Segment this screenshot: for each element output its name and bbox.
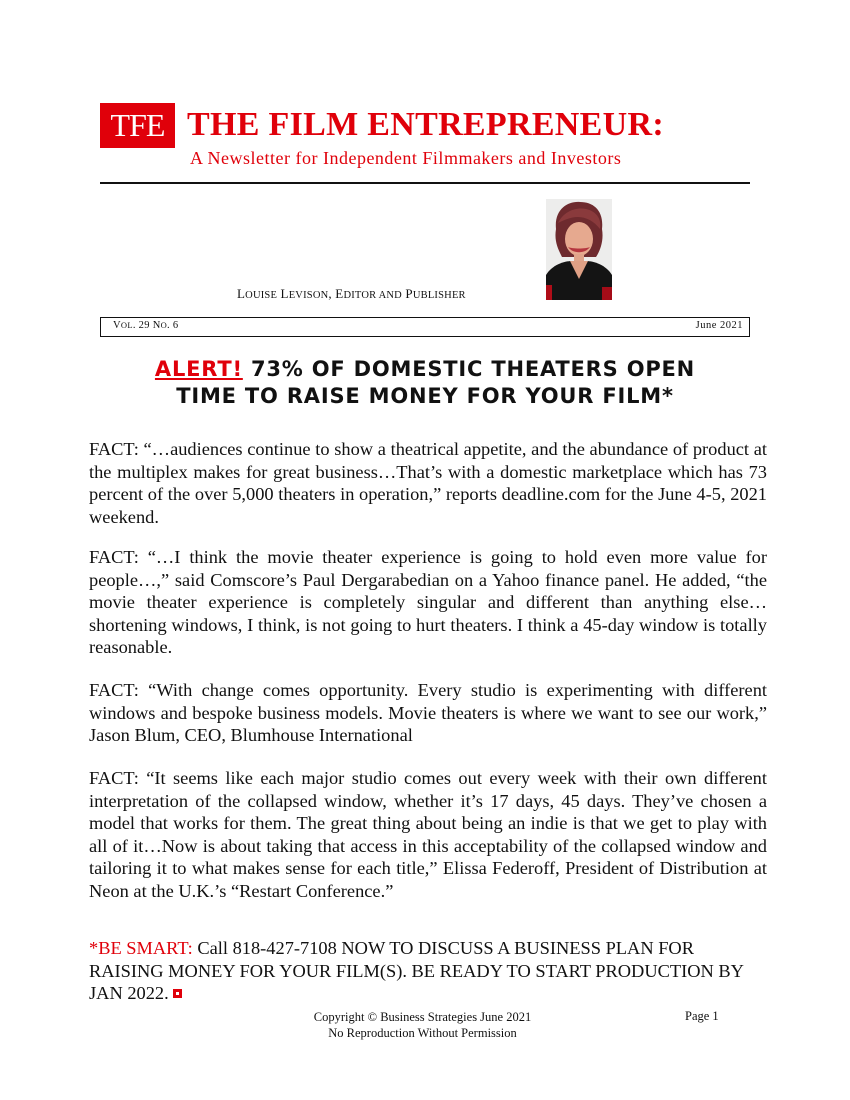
volume-number: VOL. 29 NO. 6 — [113, 320, 179, 331]
fact-paragraph-3: FACT: “With change comes opportunity. Every studio is experimenting with different windows and bespoke business models. Movie theaters is where we want to see our work,” Jason Blum, CEO, Blumhouse International — [89, 680, 767, 745]
alert-label: ALERT! — [154, 357, 243, 381]
copyright-notice: Copyright © Business Strategies June 2021 No Reproduction Without Permission — [313, 1010, 532, 1040]
end-mark-icon — [173, 989, 182, 998]
editor-credit: LOUISE LEVISON, EDITOR AND PUBLISHER — [237, 286, 466, 301]
be-smart-label: *BE SMART: — [89, 938, 193, 958]
issue-date: June 2021 — [695, 320, 743, 331]
fact-paragraph-1: FACT: “…audiences continue to show a theatrical appetite, and the abundance of product at the multiplex makes for great business…That’s with a domestic marketplace which has 73 percent of the over 5,000 theaters in operation,” reports deadline.com for the June 4-5, 2021 weekend. — [89, 439, 767, 527]
fact-paragraph-2: FACT: “…I think the movie theater experience is going to hold even more value for people…,” said Comscore’s Paul Dergarabedian on a Yahoo finance panel. He added, “the movie theater experience is completely singular and different than anything else…shortening windows, I think, is not going to hurt theaters. I think a 45-day window is totally reasonable. — [89, 547, 767, 657]
page-number: Page 1 — [685, 1009, 719, 1023]
headline: ALERT! 73% OF DOMESTIC THEATERS OPEN TIME TO RAISE MONEY FOR YOUR FILM* — [154, 357, 696, 408]
editor-photo — [546, 199, 612, 300]
fact-paragraph-4: FACT: “It seems like each major studio comes out every week with their own different interpretation of the collapsed window, whether it’s 17 days, 45 days. They’ve chosen a model that works for them. The great thing about being an indie is that we get to play with all of it…Now is about taking that access in this acceptability of the collapsed window and tailoring it to what makes sense for each title,” Elissa Federoff, President of Distribution at Neon at the U.K.’s “Restart Conference.” — [89, 768, 767, 901]
newsletter-title: THE FILM ENTREPRENEUR: — [187, 106, 664, 143]
call-to-action: *BE SMART: Call 818-427-7108 NOW TO DISCUSS A BUSINESS PLAN FOR RAISING MONEY FOR YOUR FILM(S). BE READY TO START PRODUCTION BY JAN 2022. — [89, 938, 744, 1003]
tfe-logo: TFE — [100, 103, 175, 148]
newsletter-subtitle: A Newsletter for Independent Filmmakers and Investors — [190, 148, 622, 168]
header-rule — [100, 182, 750, 184]
issue-bar — [100, 317, 750, 337]
